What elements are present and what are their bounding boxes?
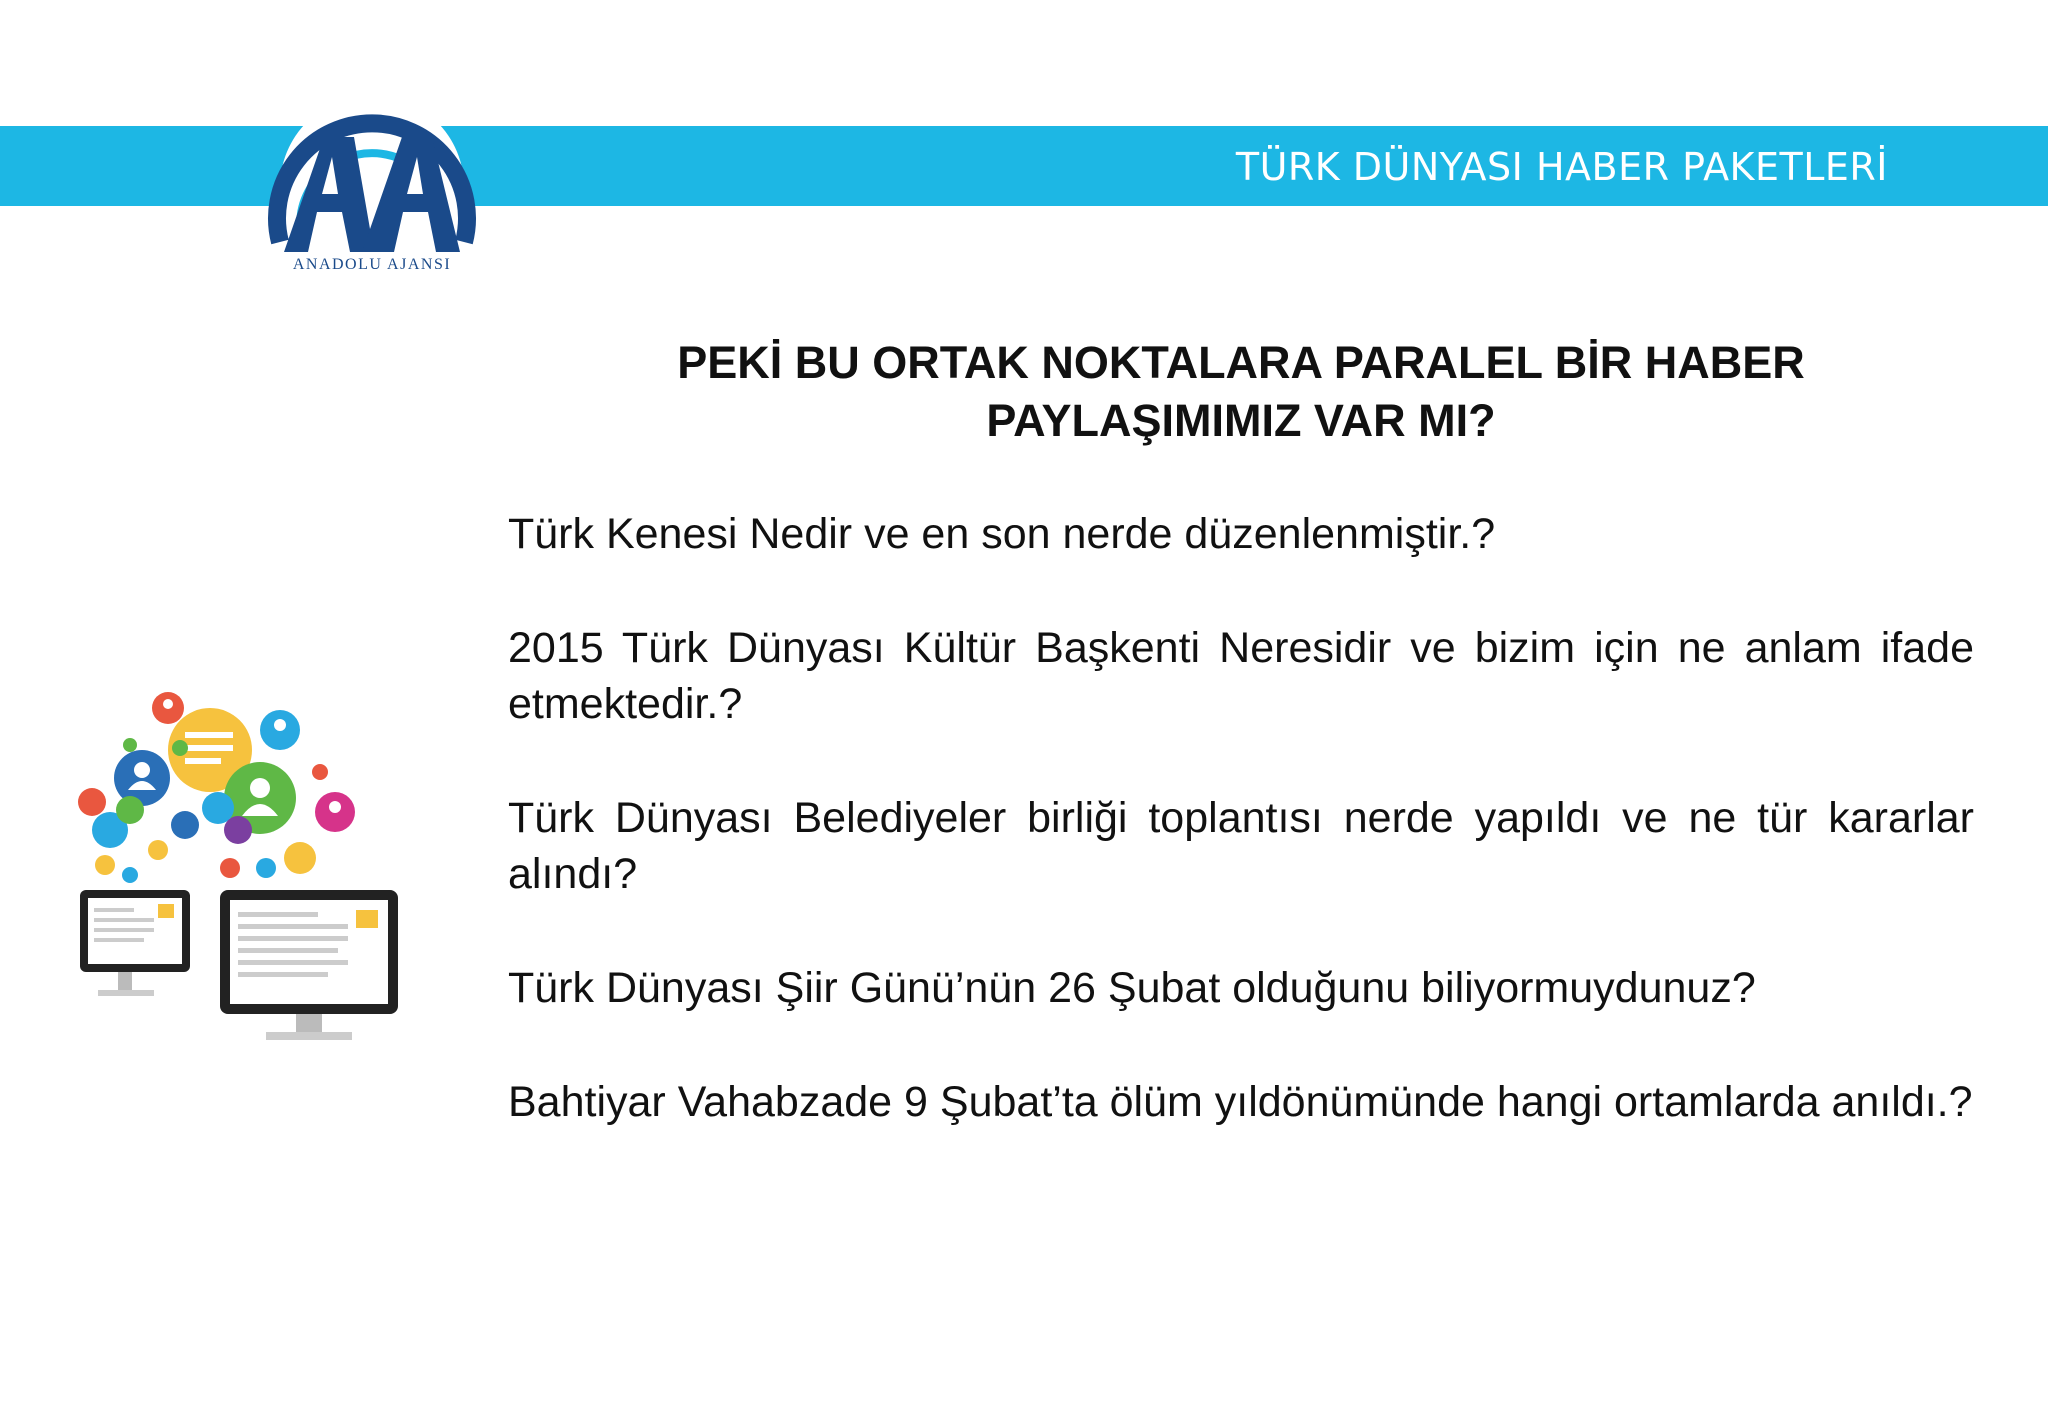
question-item: 2015 Türk Dünyası Kültür Başkenti Neresidir ve bizim için ne anlam ifade etmektedir.? [508,624,1974,728]
question-item: Türk Dünyası Belediyeler birliği toplantısı nerde yapıldı ve ne tür kararlar alındı? [508,794,1974,898]
social-media-network-icon [70,690,410,1050]
question-list [508,506,1974,1188]
question-item: Türk Kenesi Nedir ve en son nerde düzenlenmiştir.? [508,510,1496,558]
anadolu-ajansi-logo-icon [262,92,482,282]
question-item: Bahtiyar Vahabzade 9 Şubat’ta ölüm yıldönümünde hangi ortamlarda anıldı.? [508,1078,1973,1126]
header-title: TÜRK DÜNYASI HABER PAKETLERİ [1235,145,1888,189]
page-title [508,334,1974,450]
headline-line-1: PEKİ BU ORTAK NOKTALARA PARALEL BİR HABER [677,337,1805,388]
question-item: Türk Dünyası Şiir Günü’nün 26 Şubat olduğunu biliyormuydunuz? [508,964,1756,1012]
logo-text: ANADOLU AJANSI [292,256,452,273]
headline-line-2: PAYLAŞIMIMIZ VAR MI? [986,395,1496,446]
